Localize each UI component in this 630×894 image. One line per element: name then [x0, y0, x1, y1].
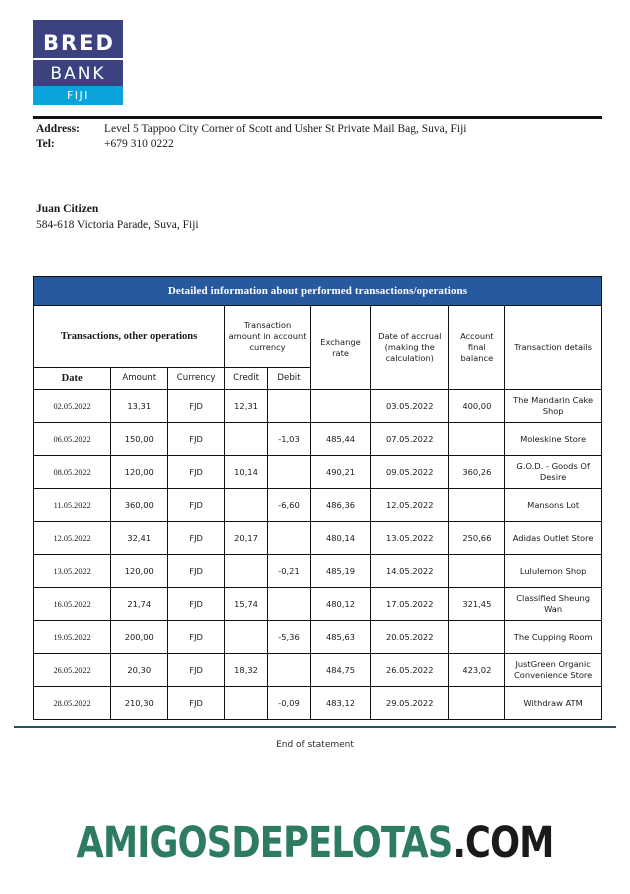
header-amount: Amount	[111, 368, 168, 390]
address-label: Address:	[36, 123, 80, 135]
cell-account-final-balance	[449, 489, 505, 522]
customer-address: 584-618 Victoria Parade, Suva, Fiji	[36, 219, 199, 231]
cell-date-of-accrual: 29.05.2022	[371, 687, 449, 720]
cell-exchange-rate: 484,75	[310, 654, 370, 687]
cell-transaction-details: The Cupping Room	[505, 621, 602, 654]
cell-exchange-rate: 486,36	[310, 489, 370, 522]
header-account-final-balance: Account final balance	[449, 306, 505, 390]
tel-label: Tel:	[36, 138, 55, 150]
cell-currency: FJD	[168, 522, 225, 555]
header-currency: Currency	[168, 368, 225, 390]
logo-secondary-text: BANK	[50, 64, 106, 84]
end-of-statement-text: End of statement	[276, 740, 354, 750]
cell-amount: 150,00	[111, 423, 168, 456]
cell-date-of-accrual: 13.05.2022	[371, 522, 449, 555]
cell-amount: 120,00	[111, 555, 168, 588]
cell-amount: 360,00	[111, 489, 168, 522]
header-debit: Debit	[268, 368, 311, 390]
table-row	[34, 654, 602, 687]
cell-debit	[268, 390, 311, 423]
watermark-tld: .COM	[452, 818, 554, 868]
bank-contact-block	[36, 122, 466, 152]
cell-debit: -5,36	[268, 621, 311, 654]
cell-date: 08.05.2022	[34, 456, 111, 489]
cell-currency: FJD	[168, 489, 225, 522]
cell-debit: -0,21	[268, 555, 311, 588]
cell-credit: 12,31	[225, 390, 268, 423]
cell-account-final-balance: 360,26	[449, 456, 505, 489]
table-row	[34, 621, 602, 654]
cell-transaction-details: Classified Sheung Wan	[505, 588, 602, 621]
table-body	[34, 390, 602, 720]
cell-currency: FJD	[168, 456, 225, 489]
cell-account-final-balance: 250,66	[449, 522, 505, 555]
logo-country-band: FIJI	[33, 86, 123, 105]
cell-exchange-rate: 480,14	[310, 522, 370, 555]
table-row	[34, 489, 602, 522]
cell-debit: -0,09	[268, 687, 311, 720]
cell-amount: 20,30	[111, 654, 168, 687]
cell-date: 06.05.2022	[34, 423, 111, 456]
cell-date: 26.05.2022	[34, 654, 111, 687]
table-row	[34, 390, 602, 423]
cell-debit: -6,60	[268, 489, 311, 522]
cell-transaction-details: JustGreen Organic Convenience Store	[505, 654, 602, 687]
cell-date-of-accrual: 03.05.2022	[371, 390, 449, 423]
watermark	[57, 818, 574, 868]
table-title-row	[34, 277, 602, 306]
table-row	[34, 555, 602, 588]
cell-exchange-rate: 483,12	[310, 687, 370, 720]
cell-date: 12.05.2022	[34, 522, 111, 555]
cell-debit	[268, 456, 311, 489]
cell-transaction-details: G.O.D. - Goods Of Desire	[505, 456, 602, 489]
cell-transaction-details: Adidas Outlet Store	[505, 522, 602, 555]
cell-currency: FJD	[168, 654, 225, 687]
cell-debit	[268, 522, 311, 555]
cell-currency: FJD	[168, 687, 225, 720]
cell-transaction-details: Lululemon Shop	[505, 555, 602, 588]
cell-credit: 10,14	[225, 456, 268, 489]
bank-logo	[33, 20, 123, 105]
cell-account-final-balance	[449, 423, 505, 456]
cell-transaction-details: The Mandarin Cake Shop	[505, 390, 602, 423]
cell-date: 16.05.2022	[34, 588, 111, 621]
cell-currency: FJD	[168, 588, 225, 621]
footer-divider	[14, 726, 616, 728]
cell-currency: FJD	[168, 555, 225, 588]
table-group-header-row	[34, 306, 602, 368]
cell-date: 11.05.2022	[34, 489, 111, 522]
customer-name: Juan Citizen	[36, 203, 99, 215]
cell-exchange-rate: 485,19	[310, 555, 370, 588]
cell-debit	[268, 654, 311, 687]
cell-credit	[225, 489, 268, 522]
header-amount-in-account-currency: Transaction amount in account currency	[225, 306, 311, 368]
cell-date-of-accrual: 09.05.2022	[371, 456, 449, 489]
table-row	[34, 588, 602, 621]
cell-credit	[225, 555, 268, 588]
cell-amount: 21,74	[111, 588, 168, 621]
header-transaction-details: Transaction details	[505, 306, 602, 390]
tel-value: +679 310 0222	[104, 138, 174, 150]
header-date-of-accrual: Date of accrual (making the calculation)	[371, 306, 449, 390]
cell-debit: -1,03	[268, 423, 311, 456]
cell-date: 13.05.2022	[34, 555, 111, 588]
cell-amount: 120,00	[111, 456, 168, 489]
cell-date: 02.05.2022	[34, 390, 111, 423]
logo-primary-text: BRED	[33, 26, 125, 60]
cell-date-of-accrual: 26.05.2022	[371, 654, 449, 687]
cell-date: 19.05.2022	[34, 621, 111, 654]
cell-account-final-balance: 400,00	[449, 390, 505, 423]
cell-transaction-details: Moleskine Store	[505, 423, 602, 456]
table-row	[34, 687, 602, 720]
table-row	[34, 423, 602, 456]
cell-transaction-details: Withdraw ATM	[505, 687, 602, 720]
cell-currency: FJD	[168, 621, 225, 654]
cell-date: 28.05.2022	[34, 687, 111, 720]
cell-exchange-rate: 485,63	[310, 621, 370, 654]
header-transactions: Transactions, other operations	[34, 306, 225, 368]
table-row	[34, 522, 602, 555]
address-value: Level 5 Tappoo City Corner of Scott and Usher St Private Mail Bag, Suva, Fiji	[104, 123, 467, 135]
table-title: Detailed information about performed transactions/operations	[34, 277, 602, 306]
cell-debit	[268, 588, 311, 621]
cell-exchange-rate: 480,12	[310, 588, 370, 621]
cell-date-of-accrual: 20.05.2022	[371, 621, 449, 654]
cell-currency: FJD	[168, 423, 225, 456]
watermark-name: AMIGOSDEPELOTAS	[76, 818, 453, 868]
cell-date-of-accrual: 14.05.2022	[371, 555, 449, 588]
cell-account-final-balance	[449, 687, 505, 720]
cell-transaction-details: Mansons Lot	[505, 489, 602, 522]
cell-account-final-balance: 321,45	[449, 588, 505, 621]
cell-credit: 18,32	[225, 654, 268, 687]
cell-exchange-rate: 485,44	[310, 423, 370, 456]
cell-exchange-rate: 490,21	[310, 456, 370, 489]
cell-amount: 13,31	[111, 390, 168, 423]
header-date: Date	[34, 368, 111, 390]
cell-date-of-accrual: 07.05.2022	[371, 423, 449, 456]
cell-date-of-accrual: 12.05.2022	[371, 489, 449, 522]
cell-exchange-rate	[310, 390, 370, 423]
header-divider	[33, 116, 602, 119]
cell-amount: 210,30	[111, 687, 168, 720]
cell-account-final-balance	[449, 621, 505, 654]
cell-amount: 32,41	[111, 522, 168, 555]
table-head	[34, 277, 602, 390]
tel-row	[36, 137, 466, 152]
cell-credit: 15,74	[225, 588, 268, 621]
cell-account-final-balance	[449, 555, 505, 588]
cell-currency: FJD	[168, 390, 225, 423]
transactions-table	[33, 276, 602, 720]
cell-account-final-balance: 423,02	[449, 654, 505, 687]
table-row	[34, 456, 602, 489]
address-row	[36, 122, 466, 137]
logo-navy-panel	[33, 20, 123, 86]
cell-credit	[225, 621, 268, 654]
cell-credit: 20,17	[225, 522, 268, 555]
cell-credit	[225, 423, 268, 456]
cell-amount: 200,00	[111, 621, 168, 654]
customer-block	[36, 201, 199, 233]
header-exchange-rate: Exchange rate	[310, 306, 370, 390]
cell-credit	[225, 687, 268, 720]
header-credit: Credit	[225, 368, 268, 390]
cell-date-of-accrual: 17.05.2022	[371, 588, 449, 621]
